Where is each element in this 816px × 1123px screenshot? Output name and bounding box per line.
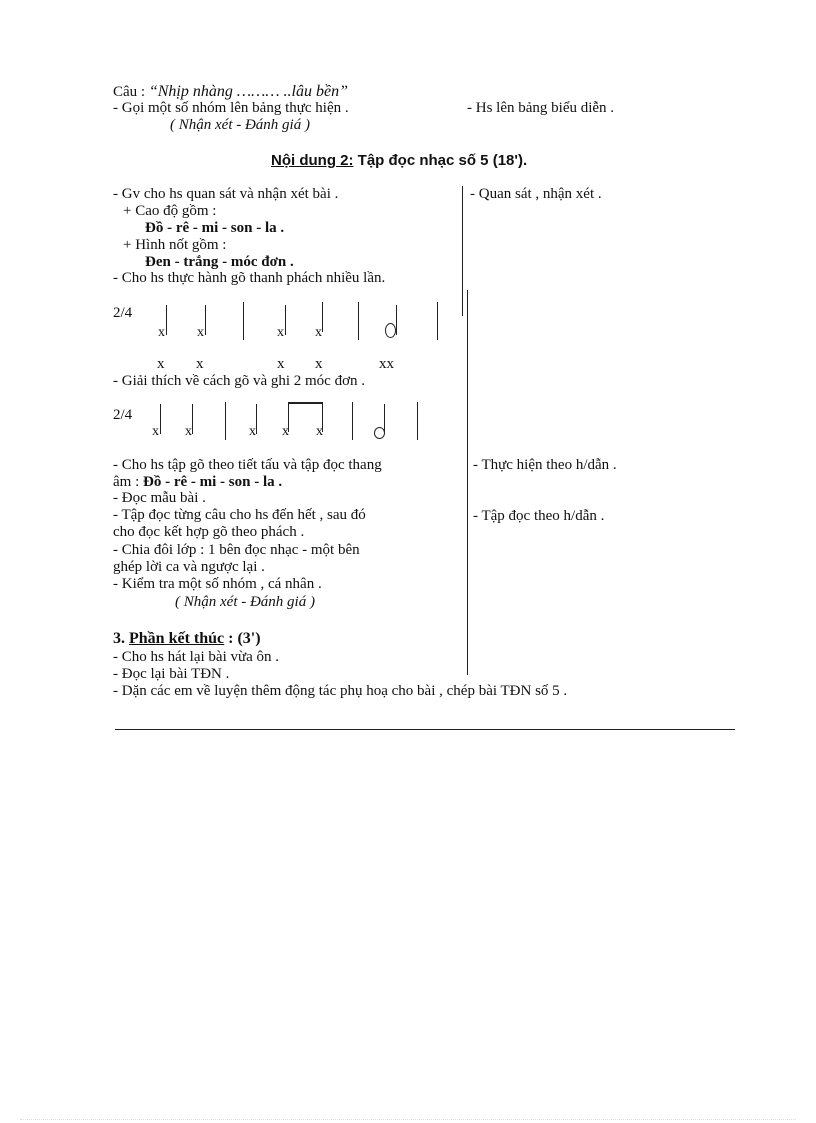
note-head-x: x — [315, 325, 322, 340]
note-head-x: x — [249, 424, 256, 439]
left-line-10a: - Tập đọc từng câu cho hs đến hết , sau đó — [113, 507, 366, 523]
cau-quote: “Nhịp nhàng ……… ..lâu bền” — [148, 83, 348, 100]
end-line-2: - Đọc lại bài TĐN . — [113, 666, 230, 682]
page-footer-dots — [20, 1119, 796, 1120]
section2-heading — [271, 153, 527, 168]
left-line-9: - Đọc mẫu bài . — [113, 490, 206, 506]
bar-line — [358, 302, 359, 340]
eighth-beam — [288, 402, 323, 404]
left-line-2: + Cao độ gồm : — [123, 203, 217, 219]
note-head-x: x — [316, 424, 323, 439]
note-stem — [256, 404, 257, 434]
left-eval: ( Nhận xét - Đánh giá ) — [175, 594, 315, 610]
note-head-x: x — [158, 325, 165, 340]
right-line-3: - Tập đọc theo h/dẫn . — [473, 508, 605, 524]
right-line-1: - Quan sát , nhận xét . — [470, 186, 602, 202]
note-stem — [285, 305, 286, 335]
note-head-x: x — [282, 424, 289, 439]
end-rule — [115, 729, 735, 730]
left-line-8b-notes: Đồ - rê - mi - son - la . — [143, 474, 283, 490]
section3-heading — [113, 631, 261, 646]
left-line-10b: cho đọc kết hợp gõ theo phách . — [113, 524, 305, 540]
bar-line — [417, 402, 418, 440]
column-divider-top — [462, 186, 463, 316]
cau-line — [113, 84, 348, 100]
time-signature-2: 2/4 — [113, 407, 133, 423]
left-line-7: - Giải thích về cách gõ và ghi 2 móc đơn . — [113, 373, 366, 389]
note-stem — [322, 302, 323, 332]
left-line-1: - Gv cho hs quan sát và nhận xét bài . — [113, 186, 339, 202]
section3-label: Phần kết thúc — [129, 630, 225, 647]
time-signature-1: 2/4 — [113, 305, 133, 321]
left-line-11a: - Chia đôi lớp : 1 bên đọc nhạc - một bên — [113, 542, 360, 558]
left-line-3: Đồ - rê - mi - son - la . — [145, 220, 285, 236]
column-divider-main — [467, 290, 468, 675]
beat-x-5: xx — [379, 356, 394, 372]
left-line-4: + Hình nốt gồm : — [123, 237, 227, 253]
note-stem — [160, 404, 161, 434]
note-head-x: x — [277, 325, 284, 340]
section2-heading-title: Tập đọc nhạc số 5 (18'). — [353, 152, 528, 169]
note-head-x: x — [185, 424, 192, 439]
note-stem — [192, 404, 193, 434]
beat-x-1: x — [157, 356, 165, 372]
note-stem — [205, 305, 206, 335]
beat-x-3: x — [277, 356, 285, 372]
note-stem — [166, 305, 167, 335]
beat-x-4: x — [315, 356, 323, 372]
left-line-8b — [113, 475, 282, 490]
note-stem — [396, 305, 397, 335]
cau-label: Câu : — [113, 84, 146, 100]
end-line-3: - Dặn các em về luyện thêm động tác phụ hoạ cho bài , chép bài TĐN số 5 . — [113, 683, 568, 699]
bar-line — [243, 302, 244, 340]
right-line-2: - Thực hiện theo h/dẫn . — [473, 457, 617, 473]
intro-eval: ( Nhận xét - Đánh giá ) — [170, 117, 310, 133]
beat-x-2: x — [196, 356, 204, 372]
section2-heading-label: Nội dung 2: — [271, 152, 354, 169]
section3-number: 3. — [113, 630, 129, 647]
note-stem — [384, 404, 385, 434]
bar-line — [352, 402, 353, 440]
note-head-x: x — [152, 424, 159, 439]
left-line-11b: ghép lời ca và ngược lại . — [113, 559, 265, 575]
bar-line — [225, 402, 226, 440]
half-note-head — [385, 323, 396, 338]
left-line-8a: - Cho hs tập gõ theo tiết tấu và tập đọc thang — [113, 457, 382, 473]
left-line-6: - Cho hs thực hành gõ thanh phách nhiều lần. — [113, 270, 386, 286]
intro-left-1: - Gọi một số nhóm lên bảng thực hiện . — [113, 100, 349, 116]
left-line-5: Đen - trắng - móc đơn . — [145, 254, 294, 270]
left-line-12: - Kiểm tra một số nhóm , cá nhân . — [113, 576, 322, 592]
note-head-x: x — [197, 325, 204, 340]
intro-right-1: - Hs lên bảng biểu diễn . — [467, 100, 615, 116]
end-line-1: - Cho hs hát lại bài vừa ôn . — [113, 649, 280, 665]
bar-line — [437, 302, 438, 340]
section3-time: : (3') — [224, 630, 261, 647]
left-line-8b-prefix: âm : — [113, 474, 143, 490]
